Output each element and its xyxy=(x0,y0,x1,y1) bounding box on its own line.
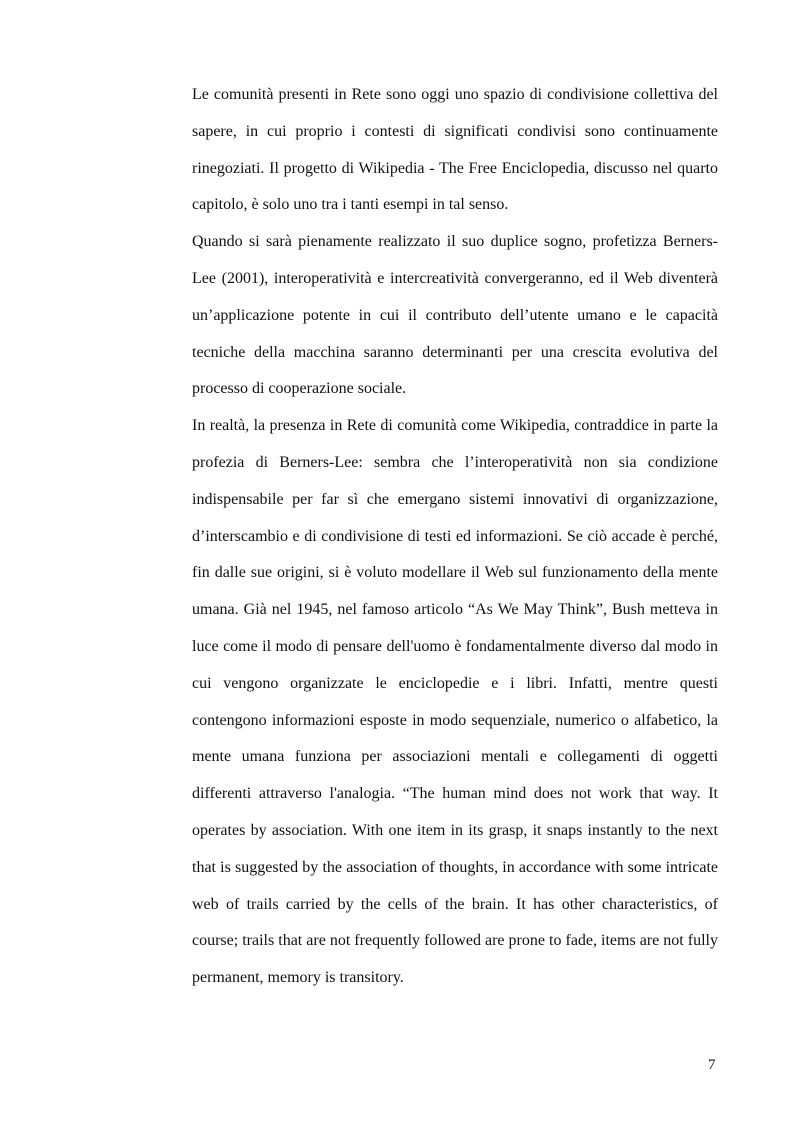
text-line: permanent, memory is transitory. xyxy=(192,969,404,987)
text-line: Le comunità presenti in Rete sono oggi uno spazio di condivisione collettiva del xyxy=(192,86,718,103)
text-line: umana. Già nel 1945, nel famoso articolo “As We May Think”, Bush metteva in xyxy=(192,601,718,619)
text-line: web of trails carried by the cells of the brain. It has other characteristics, of xyxy=(192,895,718,913)
text-line: luce come il modo di pensare dell'uomo è fondamentalmente diverso dal modo in xyxy=(192,637,718,655)
text-line: differenti attraverso l'analogia. “The human mind does not work that way. It xyxy=(192,785,718,803)
text-line: profezia di Berners-Lee: sembra che l’interoperatività non sia condizione xyxy=(192,453,718,471)
text-line: In realtà, la presenza in Rete di comunità come Wikipedia, contraddice in parte la xyxy=(192,417,718,435)
text-line: indispensabile per far sì che emergano sistemi innovativi di organizzazione, xyxy=(192,490,718,508)
text-line: Lee (2001), interoperatività e intercreatività convergeranno, ed il Web diventerà xyxy=(192,269,718,287)
paragraph-3 xyxy=(192,417,718,1006)
text-line: cui vengono organizzate le enciclopedie e i libri. Infatti, mentre questi xyxy=(192,674,718,692)
text-line: d’interscambio e di condivisione di testi ed informazioni. Se ciò accade è perché, xyxy=(192,527,718,545)
text-line: that is suggested by the association of thoughts, in accordance with some intricate xyxy=(192,858,718,876)
text-line: rinegoziati. Il progetto di Wikipedia - The Free Enciclopedia, discusso nel quarto xyxy=(192,159,718,177)
text-line: processo di cooperazione sociale. xyxy=(192,380,407,398)
paragraph-1 xyxy=(192,86,718,233)
text-line: contengono informazioni esposte in modo sequenziale, numerico o alfabetico, la xyxy=(192,711,718,729)
paragraph-2 xyxy=(192,233,718,417)
page-number: 7 xyxy=(708,1057,716,1073)
text-line: un’applicazione potente in cui il contributo dell’utente umano e le capacità xyxy=(192,306,718,324)
text-line: sapere, in cui proprio i contesti di significati condivisi sono continuamente xyxy=(192,122,718,140)
text-line: operates by association. With one item in its grasp, it snaps instantly to the next xyxy=(192,821,718,839)
text-line: mente umana funziona per associazioni mentali e collegamenti di oggetti xyxy=(192,748,718,766)
text-line: tecniche della macchina saranno determinanti per una crescita evolutiva del xyxy=(192,343,718,361)
text-line: fin dalle sue origini, si è voluto modellare il Web sul funzionamento della mente xyxy=(192,564,718,582)
text-line: capitolo, è solo uno tra i tanti esempi in tal senso. xyxy=(192,196,509,214)
text-line: course; trails that are not frequently followed are prone to fade, items are not fully xyxy=(192,932,718,950)
text-line: Quando si sarà pienamente realizzato il suo duplice sogno, profetizza Berners- xyxy=(192,233,718,251)
body-text xyxy=(192,86,718,1006)
